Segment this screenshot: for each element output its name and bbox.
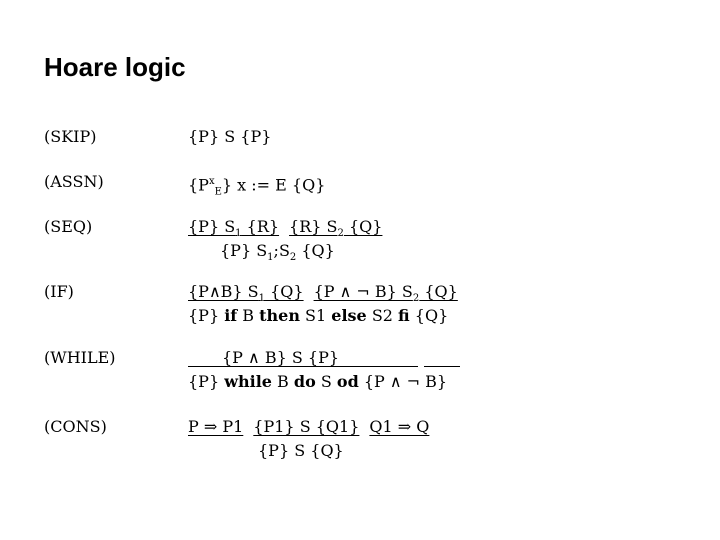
rule-label-while: (WHILE) [44,348,116,367]
while-premise: {P ∧ B} S {P} [222,348,340,367]
if-premise-2: {P ∧ ¬ B} $S_2$ {Q} [313,282,458,305]
cons-premise-1: P ⇒ P1 [188,417,244,436]
assn-conclusion: $\{P^x_E\}$ x := E {Q} [188,175,326,198]
cons-premise-2: {P1} S {Q1} [253,417,360,436]
if-conclusion: {P} if B then S1 else S2 fi {Q} [188,306,449,325]
rule-label-seq: (SEQ) [44,217,93,236]
rule-label-cons: (CONS) [44,417,107,436]
while-inference-line-tail [424,366,460,367]
cons-premise-3: Q1 ⇒ Q [369,417,430,436]
cons-conclusion: {P} S {Q} [258,441,344,460]
cons-premises [188,417,429,437]
seq-premise-1: {P} $S_1$ {R} [188,217,280,240]
rule-label-if: (IF) [44,282,74,301]
rule-label-assn: (ASSN) [44,172,104,191]
seq-conclusion: {P} $S_1;S_2$ {Q} [220,241,335,264]
page-title: Hoare logic [44,52,186,82]
rule-label-skip: (SKIP) [44,127,97,146]
while-conclusion: {P} while B do S od {P ∧ ¬ B} [188,372,448,391]
if-premise-1: {P∧B} $S_1$ {Q} [188,282,304,305]
skip-conclusion: {P} S {P} [188,127,272,146]
seq-premise-2: {R} $S_2$ {Q} [289,217,383,240]
